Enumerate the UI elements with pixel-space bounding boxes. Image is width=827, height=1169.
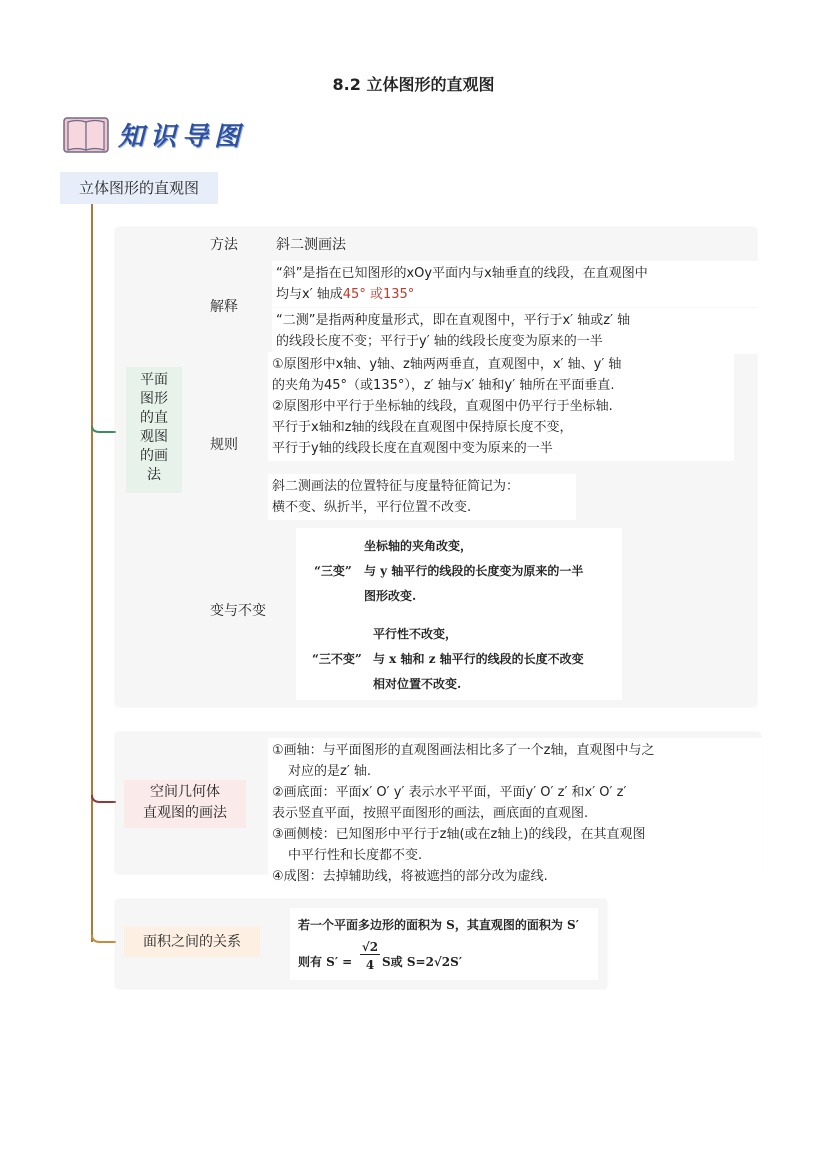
change-item: 与 y 轴平行的线段的长度变为原来的一半 — [364, 564, 584, 578]
rules-line: 平行于x轴和z轴的线段在直观图中保持原长度不变， — [272, 420, 573, 435]
unchanged-item: 平行性不改变， — [373, 627, 458, 641]
book-icon — [62, 114, 110, 156]
method-label: 方法 — [210, 237, 238, 253]
explain-text: 均与x′ 轴成 — [276, 287, 343, 302]
step-line: ①画轴：与平面图形的直观图画法相比多了一个z轴，直观图中与之 — [272, 743, 655, 758]
area-relation-node: 面积之间的关系 — [124, 927, 260, 957]
explain-angle-highlight: 45° 或135° — [342, 287, 415, 302]
step-line: 对应的是z′ 轴. — [288, 764, 372, 779]
step-line: 中平行性和长度都不变. — [288, 848, 423, 863]
rules-line: 平行于y轴的线段长度在直观图中变为原来的一半 — [272, 441, 553, 456]
rules-block — [268, 352, 734, 461]
unchanged-item: 与 x 轴和 z 轴平行的线段的长度不改变 — [373, 652, 584, 666]
step-line: 表示竖直平面，按照平面图形的画法，画底面的直观图. — [272, 806, 589, 821]
area-formula-tail: S或 S=2√2S′ — [382, 955, 462, 969]
change-label: 变与不变 — [210, 603, 266, 619]
plane-label-line: 的画 — [140, 448, 168, 464]
step-line: ②画底面：平面x′ O′ y′ 表示水平平面，平面y′ O′ z′ 和x′ O′ z′ — [272, 785, 627, 800]
fraction-numerator: √2 — [361, 940, 379, 954]
plane-label-line: 平面 — [140, 372, 168, 388]
plane-label-line: 法 — [147, 467, 161, 483]
three-changes-label: “三变” — [314, 564, 352, 578]
plane-method-node — [126, 367, 182, 493]
method-text: 斜二测画法 — [276, 237, 346, 253]
page-title: 8.2 立体图形的直观图 — [332, 75, 495, 94]
space-label-line: 空间几何体 — [150, 784, 220, 800]
change-item: 坐标轴的夹角改变， — [364, 539, 473, 553]
explain-label: 解释 — [210, 299, 238, 315]
mindmap-banner: 知识导图 — [118, 122, 247, 152]
change-item: 图形改变. — [364, 589, 417, 603]
fraction-denominator: 4 — [365, 958, 375, 972]
explain-block-1 — [272, 261, 758, 307]
rules-label: 规则 — [210, 437, 238, 453]
space-steps-block — [268, 738, 762, 889]
rules-line: 横不变、纵折半，平行位置不改变. — [272, 500, 472, 515]
step-line: ③画侧棱：已知图形中平行于z轴(或在z轴上)的线段，在其直观图 — [272, 827, 646, 842]
plane-label-line: 的直 — [140, 410, 168, 426]
explain-block-2 — [272, 308, 758, 354]
area-formula-prefix: 则有 S′ = — [298, 955, 353, 969]
explain-line: “斜”是指在已知图形的xOy平面内与x轴垂直的线段，在直观图中 — [276, 266, 648, 281]
rules-summary — [268, 474, 576, 520]
space-label-line: 直观图的画法 — [143, 805, 227, 821]
root-node: 立体图形的直观图 — [60, 172, 218, 204]
plane-label-line: 图形 — [140, 391, 168, 407]
space-method-node — [124, 780, 246, 828]
three-unchanged-label: “三不变” — [312, 652, 362, 666]
plane-label-line: 观图 — [140, 429, 168, 445]
rules-line: ①原图形中x轴、y轴、z轴两两垂直，直观图中，x′ 轴、y′ 轴 — [272, 357, 622, 372]
rules-line: 的夹角为45°（或135°），z′ 轴与x′ 轴和y′ 轴所在平面垂直. — [272, 378, 615, 393]
rules-line: 斜二测画法的位置特征与度量特征简记为： — [272, 479, 520, 494]
area-formula-line-1: 若一个平面多边形的面积为 S，其直观图的面积为 S′ — [298, 918, 579, 932]
rules-line: ②原图形中平行于坐标轴的线段，直观图中仍平行于坐标轴. — [272, 399, 613, 414]
explain-line: 的线段长度不变；平行于y′ 轴的线段长度变为原来的一半 — [276, 334, 603, 349]
explain-line: “二测”是指两种度量形式，即在直观图中，平行于x′ 轴或z′ 轴 — [276, 313, 631, 328]
explain-line — [276, 284, 754, 305]
unchanged-item: 相对位置不改变. — [373, 677, 462, 691]
step-line: ④成图：去掉辅助线，将被遮挡的部分改为虚线. — [272, 869, 548, 884]
